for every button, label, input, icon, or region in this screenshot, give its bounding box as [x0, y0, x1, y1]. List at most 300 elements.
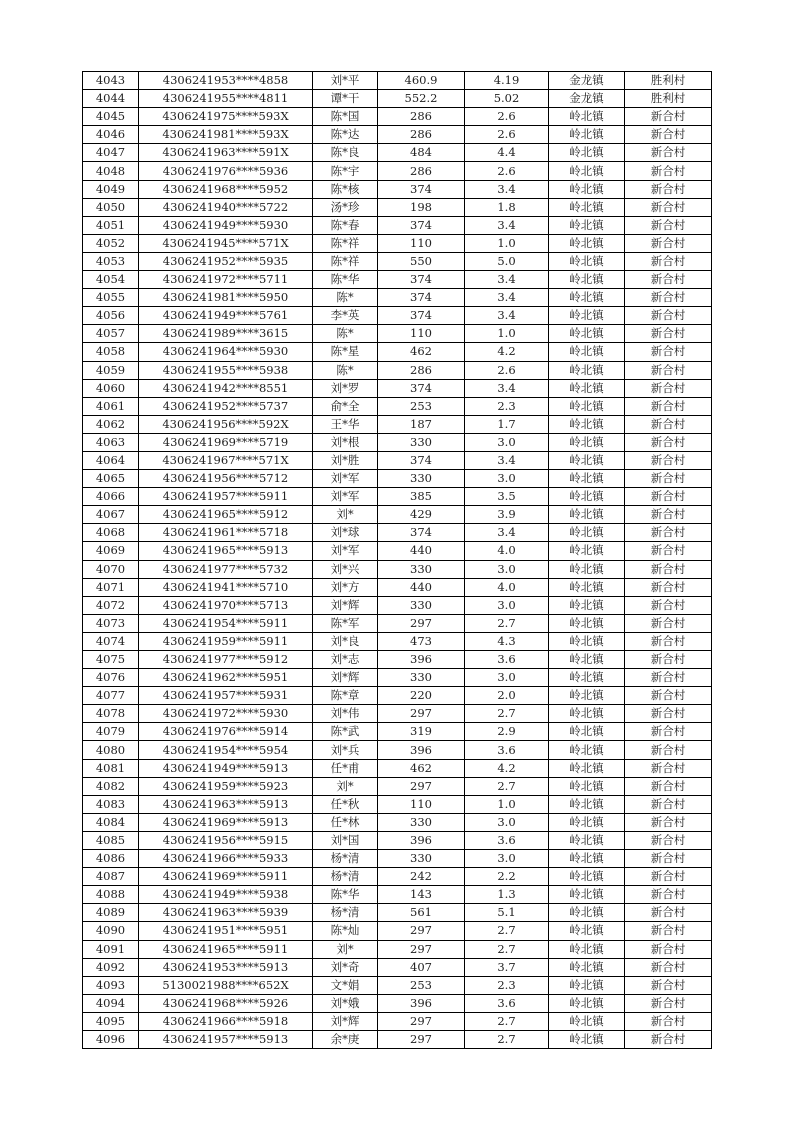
area-cell: 1.7: [465, 415, 549, 433]
town-cell: 岭北镇: [549, 451, 625, 469]
area-cell: 4.0: [465, 542, 549, 560]
area-cell: 4.0: [465, 578, 549, 596]
town-cell: 岭北镇: [549, 433, 625, 451]
table-row: [83, 144, 712, 162]
area-cell: 2.9: [465, 723, 549, 741]
name-cell: 刘*奇: [313, 958, 378, 976]
table-row: [83, 379, 712, 397]
id-number-cell: 4306241965****5912: [139, 506, 313, 524]
id-number-cell: 4306241968****5952: [139, 180, 313, 198]
area-cell: 3.0: [465, 433, 549, 451]
amount-cell: 385: [378, 488, 465, 506]
name-cell: 刘*胜: [313, 451, 378, 469]
table-row: [83, 651, 712, 669]
table-row: [83, 126, 712, 144]
amount-cell: 220: [378, 687, 465, 705]
id-number-cell: 4306241951****5951: [139, 922, 313, 940]
town-cell: 岭北镇: [549, 850, 625, 868]
amount-cell: 297: [378, 1030, 465, 1048]
town-cell: 岭北镇: [549, 524, 625, 542]
table-row: [83, 958, 712, 976]
name-cell: 刘*良: [313, 632, 378, 650]
name-cell: 陈*: [313, 289, 378, 307]
amount-cell: 550: [378, 252, 465, 270]
seq-cell: 4090: [83, 922, 139, 940]
seq-cell: 4047: [83, 144, 139, 162]
id-number-cell: 4306241953****5913: [139, 958, 313, 976]
name-cell: 陈*祥: [313, 234, 378, 252]
seq-cell: 4093: [83, 976, 139, 994]
id-number-cell: 4306241956****5915: [139, 831, 313, 849]
town-cell: 金龙镇: [549, 72, 625, 90]
town-cell: 岭北镇: [549, 614, 625, 632]
name-cell: 刘*罗: [313, 379, 378, 397]
town-cell: 金龙镇: [549, 90, 625, 108]
town-cell: 岭北镇: [549, 343, 625, 361]
seq-cell: 4057: [83, 325, 139, 343]
village-cell: 新合村: [625, 777, 712, 795]
area-cell: 3.0: [465, 596, 549, 614]
table-row: [83, 343, 712, 361]
village-cell: 胜利村: [625, 90, 712, 108]
area-cell: 2.3: [465, 397, 549, 415]
table-row: [83, 1030, 712, 1048]
id-number-cell: 4306241963****5913: [139, 795, 313, 813]
town-cell: 岭北镇: [549, 488, 625, 506]
name-cell: 陈*军: [313, 614, 378, 632]
amount-cell: 253: [378, 976, 465, 994]
seq-cell: 4072: [83, 596, 139, 614]
seq-cell: 4058: [83, 343, 139, 361]
town-cell: 岭北镇: [549, 922, 625, 940]
seq-cell: 4046: [83, 126, 139, 144]
village-cell: 新合村: [625, 216, 712, 234]
seq-cell: 4062: [83, 415, 139, 433]
village-cell: 新合村: [625, 578, 712, 596]
town-cell: 岭北镇: [549, 1030, 625, 1048]
area-cell: 3.4: [465, 451, 549, 469]
area-cell: 1.3: [465, 886, 549, 904]
area-cell: 2.7: [465, 614, 549, 632]
town-cell: 岭北镇: [549, 813, 625, 831]
name-cell: 刘*娥: [313, 994, 378, 1012]
town-cell: 岭北镇: [549, 162, 625, 180]
name-cell: 陈*华: [313, 271, 378, 289]
town-cell: 岭北镇: [549, 687, 625, 705]
town-cell: 岭北镇: [549, 560, 625, 578]
seq-cell: 4050: [83, 198, 139, 216]
seq-cell: 4068: [83, 524, 139, 542]
amount-cell: 319: [378, 723, 465, 741]
id-number-cell: 4306241976****5914: [139, 723, 313, 741]
amount-cell: 286: [378, 162, 465, 180]
amount-cell: 198: [378, 198, 465, 216]
seq-cell: 4054: [83, 271, 139, 289]
id-number-cell: 4306241967****571X: [139, 451, 313, 469]
village-cell: 新合村: [625, 524, 712, 542]
seq-cell: 4059: [83, 361, 139, 379]
table-row: [83, 361, 712, 379]
area-cell: 4.4: [465, 144, 549, 162]
seq-cell: 4064: [83, 451, 139, 469]
table-row: [83, 271, 712, 289]
area-cell: 2.3: [465, 976, 549, 994]
table-row: [83, 524, 712, 542]
amount-cell: 440: [378, 542, 465, 560]
name-cell: 余*庚: [313, 1030, 378, 1048]
name-cell: 陈*核: [313, 180, 378, 198]
town-cell: 岭北镇: [549, 542, 625, 560]
village-cell: 新合村: [625, 940, 712, 958]
area-cell: 2.7: [465, 922, 549, 940]
amount-cell: 297: [378, 705, 465, 723]
seq-cell: 4066: [83, 488, 139, 506]
village-cell: 新合村: [625, 922, 712, 940]
name-cell: 杨*清: [313, 850, 378, 868]
name-cell: 刘*志: [313, 651, 378, 669]
table-row: [83, 397, 712, 415]
amount-cell: 330: [378, 596, 465, 614]
seq-cell: 4077: [83, 687, 139, 705]
seq-cell: 4095: [83, 1012, 139, 1030]
name-cell: 刘*兵: [313, 741, 378, 759]
town-cell: 岭北镇: [549, 234, 625, 252]
seq-cell: 4074: [83, 632, 139, 650]
table-row: [83, 1012, 712, 1030]
table-row: [83, 868, 712, 886]
town-cell: 岭北镇: [549, 651, 625, 669]
village-cell: 新合村: [625, 994, 712, 1012]
seq-cell: 4052: [83, 234, 139, 252]
seq-cell: 4082: [83, 777, 139, 795]
town-cell: 岭北镇: [549, 307, 625, 325]
village-cell: 新合村: [625, 252, 712, 270]
amount-cell: 242: [378, 868, 465, 886]
area-cell: 3.6: [465, 831, 549, 849]
id-number-cell: 4306241981****5950: [139, 289, 313, 307]
village-cell: 新合村: [625, 614, 712, 632]
seq-cell: 4049: [83, 180, 139, 198]
village-cell: 新合村: [625, 307, 712, 325]
town-cell: 岭北镇: [549, 252, 625, 270]
name-cell: 陈*国: [313, 108, 378, 126]
id-number-cell: 4306241949****5761: [139, 307, 313, 325]
village-cell: 新合村: [625, 651, 712, 669]
name-cell: 李*英: [313, 307, 378, 325]
village-cell: 新合村: [625, 904, 712, 922]
table-row: [83, 831, 712, 849]
area-cell: 3.0: [465, 813, 549, 831]
amount-cell: 374: [378, 216, 465, 234]
area-cell: 3.0: [465, 470, 549, 488]
seq-cell: 4053: [83, 252, 139, 270]
name-cell: 刘*: [313, 940, 378, 958]
village-cell: 新合村: [625, 850, 712, 868]
village-cell: 新合村: [625, 958, 712, 976]
seq-cell: 4081: [83, 759, 139, 777]
amount-cell: 330: [378, 560, 465, 578]
id-number-cell: 4306241969****5911: [139, 868, 313, 886]
area-cell: 3.4: [465, 524, 549, 542]
table-row: [83, 669, 712, 687]
town-cell: 岭北镇: [549, 180, 625, 198]
id-number-cell: 4306241965****5911: [139, 940, 313, 958]
town-cell: 岭北镇: [549, 723, 625, 741]
name-cell: 谭*干: [313, 90, 378, 108]
seq-cell: 4086: [83, 850, 139, 868]
village-cell: 新合村: [625, 632, 712, 650]
id-number-cell: 4306241955****5938: [139, 361, 313, 379]
village-cell: 新合村: [625, 759, 712, 777]
id-number-cell: 4306241972****5930: [139, 705, 313, 723]
area-cell: 2.6: [465, 361, 549, 379]
id-number-cell: 4306241966****5918: [139, 1012, 313, 1030]
name-cell: 汤*珍: [313, 198, 378, 216]
village-cell: 新合村: [625, 795, 712, 813]
seq-cell: 4065: [83, 470, 139, 488]
table-row: [83, 741, 712, 759]
table-row: [83, 542, 712, 560]
name-cell: 陈*宇: [313, 162, 378, 180]
name-cell: 陈*星: [313, 343, 378, 361]
table-row: [83, 307, 712, 325]
name-cell: 刘*伟: [313, 705, 378, 723]
town-cell: 岭北镇: [549, 669, 625, 687]
table-row: [83, 614, 712, 632]
name-cell: 王*华: [313, 415, 378, 433]
town-cell: 岭北镇: [549, 271, 625, 289]
id-number-cell: 4306241970****5713: [139, 596, 313, 614]
town-cell: 岭北镇: [549, 831, 625, 849]
town-cell: 岭北镇: [549, 198, 625, 216]
table-row: [83, 813, 712, 831]
seq-cell: 4043: [83, 72, 139, 90]
seq-cell: 4092: [83, 958, 139, 976]
village-cell: 新合村: [625, 325, 712, 343]
table-row: [83, 90, 712, 108]
amount-cell: 110: [378, 325, 465, 343]
amount-cell: 297: [378, 614, 465, 632]
id-number-cell: 4306241955****4811: [139, 90, 313, 108]
name-cell: 任*秋: [313, 795, 378, 813]
amount-cell: 396: [378, 994, 465, 1012]
seq-cell: 4063: [83, 433, 139, 451]
name-cell: 文*娟: [313, 976, 378, 994]
area-cell: 1.0: [465, 325, 549, 343]
town-cell: 岭北镇: [549, 379, 625, 397]
table-row: [83, 470, 712, 488]
area-cell: 2.7: [465, 777, 549, 795]
village-cell: 新合村: [625, 560, 712, 578]
area-cell: 4.2: [465, 343, 549, 361]
town-cell: 岭北镇: [549, 777, 625, 795]
village-cell: 新合村: [625, 379, 712, 397]
area-cell: 1.8: [465, 198, 549, 216]
area-cell: 2.7: [465, 705, 549, 723]
town-cell: 岭北镇: [549, 940, 625, 958]
name-cell: 刘*军: [313, 488, 378, 506]
table-row: [83, 108, 712, 126]
name-cell: 陈*武: [313, 723, 378, 741]
amount-cell: 374: [378, 271, 465, 289]
village-cell: 新合村: [625, 1030, 712, 1048]
seq-cell: 4085: [83, 831, 139, 849]
amount-cell: 374: [378, 451, 465, 469]
area-cell: 3.4: [465, 289, 549, 307]
table-row: [83, 632, 712, 650]
seq-cell: 4055: [83, 289, 139, 307]
id-number-cell: 4306241956****592X: [139, 415, 313, 433]
village-cell: 新合村: [625, 415, 712, 433]
id-number-cell: 4306241953****4858: [139, 72, 313, 90]
town-cell: 岭北镇: [549, 994, 625, 1012]
id-number-cell: 4306241954****5911: [139, 614, 313, 632]
id-number-cell: 4306241949****5938: [139, 886, 313, 904]
name-cell: 陈*: [313, 325, 378, 343]
amount-cell: 297: [378, 1012, 465, 1030]
seq-cell: 4061: [83, 397, 139, 415]
town-cell: 岭北镇: [549, 741, 625, 759]
data-table: [82, 71, 712, 1049]
area-cell: 5.02: [465, 90, 549, 108]
table-row: [83, 578, 712, 596]
area-cell: 4.2: [465, 759, 549, 777]
table-row: [83, 795, 712, 813]
id-number-cell: 4306241966****5933: [139, 850, 313, 868]
table-row: [83, 723, 712, 741]
id-number-cell: 4306241968****5926: [139, 994, 313, 1012]
town-cell: 岭北镇: [549, 886, 625, 904]
id-number-cell: 4306241957****5913: [139, 1030, 313, 1048]
name-cell: 任*林: [313, 813, 378, 831]
amount-cell: 330: [378, 850, 465, 868]
name-cell: 杨*清: [313, 868, 378, 886]
town-cell: 岭北镇: [549, 144, 625, 162]
seq-cell: 4056: [83, 307, 139, 325]
name-cell: 刘*: [313, 506, 378, 524]
seq-cell: 4073: [83, 614, 139, 632]
amount-cell: 396: [378, 651, 465, 669]
name-cell: 陈*春: [313, 216, 378, 234]
area-cell: 3.6: [465, 741, 549, 759]
amount-cell: 460.9: [378, 72, 465, 90]
amount-cell: 286: [378, 361, 465, 379]
village-cell: 新合村: [625, 271, 712, 289]
area-cell: 3.6: [465, 994, 549, 1012]
town-cell: 岭北镇: [549, 596, 625, 614]
town-cell: 岭北镇: [549, 506, 625, 524]
area-cell: 3.0: [465, 850, 549, 868]
amount-cell: 462: [378, 759, 465, 777]
id-number-cell: 4306241963****591X: [139, 144, 313, 162]
village-cell: 新合村: [625, 596, 712, 614]
town-cell: 岭北镇: [549, 361, 625, 379]
seq-cell: 4060: [83, 379, 139, 397]
area-cell: 4.3: [465, 632, 549, 650]
village-cell: 新合村: [625, 289, 712, 307]
seq-cell: 4075: [83, 651, 139, 669]
seq-cell: 4044: [83, 90, 139, 108]
amount-cell: 374: [378, 307, 465, 325]
table-row: [83, 488, 712, 506]
id-number-cell: 4306241977****5912: [139, 651, 313, 669]
town-cell: 岭北镇: [549, 795, 625, 813]
name-cell: 陈*华: [313, 886, 378, 904]
name-cell: 刘*球: [313, 524, 378, 542]
id-number-cell: 4306241972****5711: [139, 271, 313, 289]
village-cell: 新合村: [625, 234, 712, 252]
area-cell: 3.4: [465, 307, 549, 325]
village-cell: 新合村: [625, 886, 712, 904]
area-cell: 3.4: [465, 271, 549, 289]
id-number-cell: 4306241942****8551: [139, 379, 313, 397]
table-row: [83, 252, 712, 270]
village-cell: 新合村: [625, 488, 712, 506]
town-cell: 岭北镇: [549, 216, 625, 234]
name-cell: 刘*军: [313, 542, 378, 560]
town-cell: 岭北镇: [549, 976, 625, 994]
town-cell: 岭北镇: [549, 325, 625, 343]
seq-cell: 4083: [83, 795, 139, 813]
name-cell: 陈*达: [313, 126, 378, 144]
table-row: [83, 596, 712, 614]
area-cell: 5.0: [465, 252, 549, 270]
seq-cell: 4079: [83, 723, 139, 741]
table-row: [83, 433, 712, 451]
town-cell: 岭北镇: [549, 904, 625, 922]
table-row: [83, 180, 712, 198]
id-number-cell: 4306241981****593X: [139, 126, 313, 144]
town-cell: 岭北镇: [549, 397, 625, 415]
amount-cell: 374: [378, 180, 465, 198]
seq-cell: 4070: [83, 560, 139, 578]
amount-cell: 297: [378, 922, 465, 940]
village-cell: 新合村: [625, 162, 712, 180]
village-cell: 新合村: [625, 741, 712, 759]
id-number-cell: 4306241969****5913: [139, 813, 313, 831]
area-cell: 3.9: [465, 506, 549, 524]
amount-cell: 561: [378, 904, 465, 922]
amount-cell: 429: [378, 506, 465, 524]
table-row: [83, 289, 712, 307]
name-cell: 杨*清: [313, 904, 378, 922]
town-cell: 岭北镇: [549, 868, 625, 886]
table-row: [83, 904, 712, 922]
town-cell: 岭北镇: [549, 958, 625, 976]
name-cell: 刘*辉: [313, 669, 378, 687]
table-body: [83, 72, 712, 1049]
table-row: [83, 234, 712, 252]
amount-cell: 297: [378, 777, 465, 795]
area-cell: 3.4: [465, 216, 549, 234]
seq-cell: 4080: [83, 741, 139, 759]
town-cell: 岭北镇: [549, 415, 625, 433]
seq-cell: 4069: [83, 542, 139, 560]
name-cell: 刘*国: [313, 831, 378, 849]
id-number-cell: 4306241945****571X: [139, 234, 313, 252]
amount-cell: 374: [378, 524, 465, 542]
table-row: [83, 850, 712, 868]
amount-cell: 473: [378, 632, 465, 650]
seq-cell: 4048: [83, 162, 139, 180]
table-row: [83, 777, 712, 795]
seq-cell: 4087: [83, 868, 139, 886]
id-number-cell: 4306241956****5712: [139, 470, 313, 488]
amount-cell: 330: [378, 433, 465, 451]
village-cell: 新合村: [625, 687, 712, 705]
id-number-cell: 4306241963****5939: [139, 904, 313, 922]
name-cell: 陈*章: [313, 687, 378, 705]
